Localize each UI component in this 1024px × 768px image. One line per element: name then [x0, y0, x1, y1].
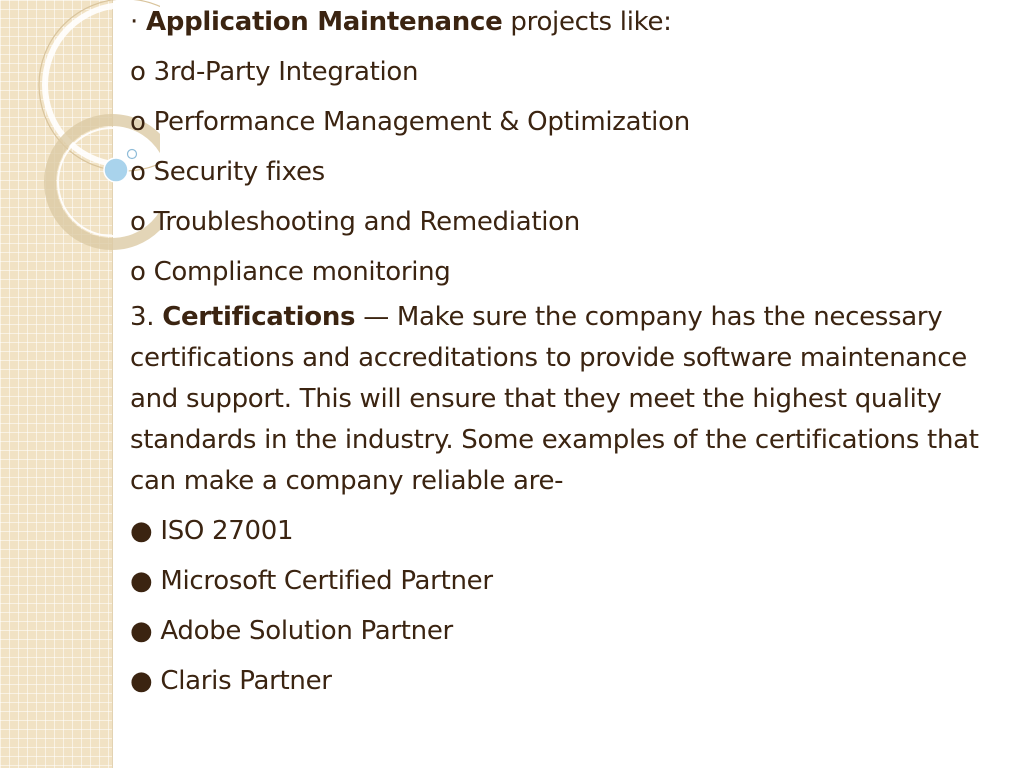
list-item: o Compliance monitoring — [130, 257, 451, 287]
intro-line — [130, 2, 1015, 52]
list-item: o Security fixes — [130, 157, 325, 187]
certifications-text: — Make sure the company has the necessary certifications and accreditations to provide software maintenance and support. This will ensure that they meet the highest quality standards in the industry. Some examples of the certifications that can make a company reliable are- — [130, 302, 979, 496]
certifications-paragraph — [130, 297, 1015, 502]
cert-list-item: ● Adobe Solution Partner — [130, 616, 453, 646]
list-item: o Performance Management & Optimization — [130, 107, 690, 137]
list-item: o 3rd-Party Integration — [130, 57, 419, 87]
cert-list-item: ● Claris Partner — [130, 666, 332, 696]
cert-list-item: ● Microsoft Certified Partner — [130, 566, 493, 596]
cert-list-item: ● ISO 27001 — [130, 516, 294, 546]
intro-bullet: · — [130, 7, 138, 37]
intro-bold-heading: Application Maintenance — [145, 7, 503, 37]
intro-text: projects like: — [510, 7, 672, 37]
section-number: 3. — [130, 302, 155, 332]
list-item: o Troubleshooting and Remediation — [130, 207, 580, 237]
slide-content — [130, 2, 1015, 711]
certifications-heading: Certifications — [162, 302, 356, 332]
blue-dot-icon — [104, 158, 128, 182]
